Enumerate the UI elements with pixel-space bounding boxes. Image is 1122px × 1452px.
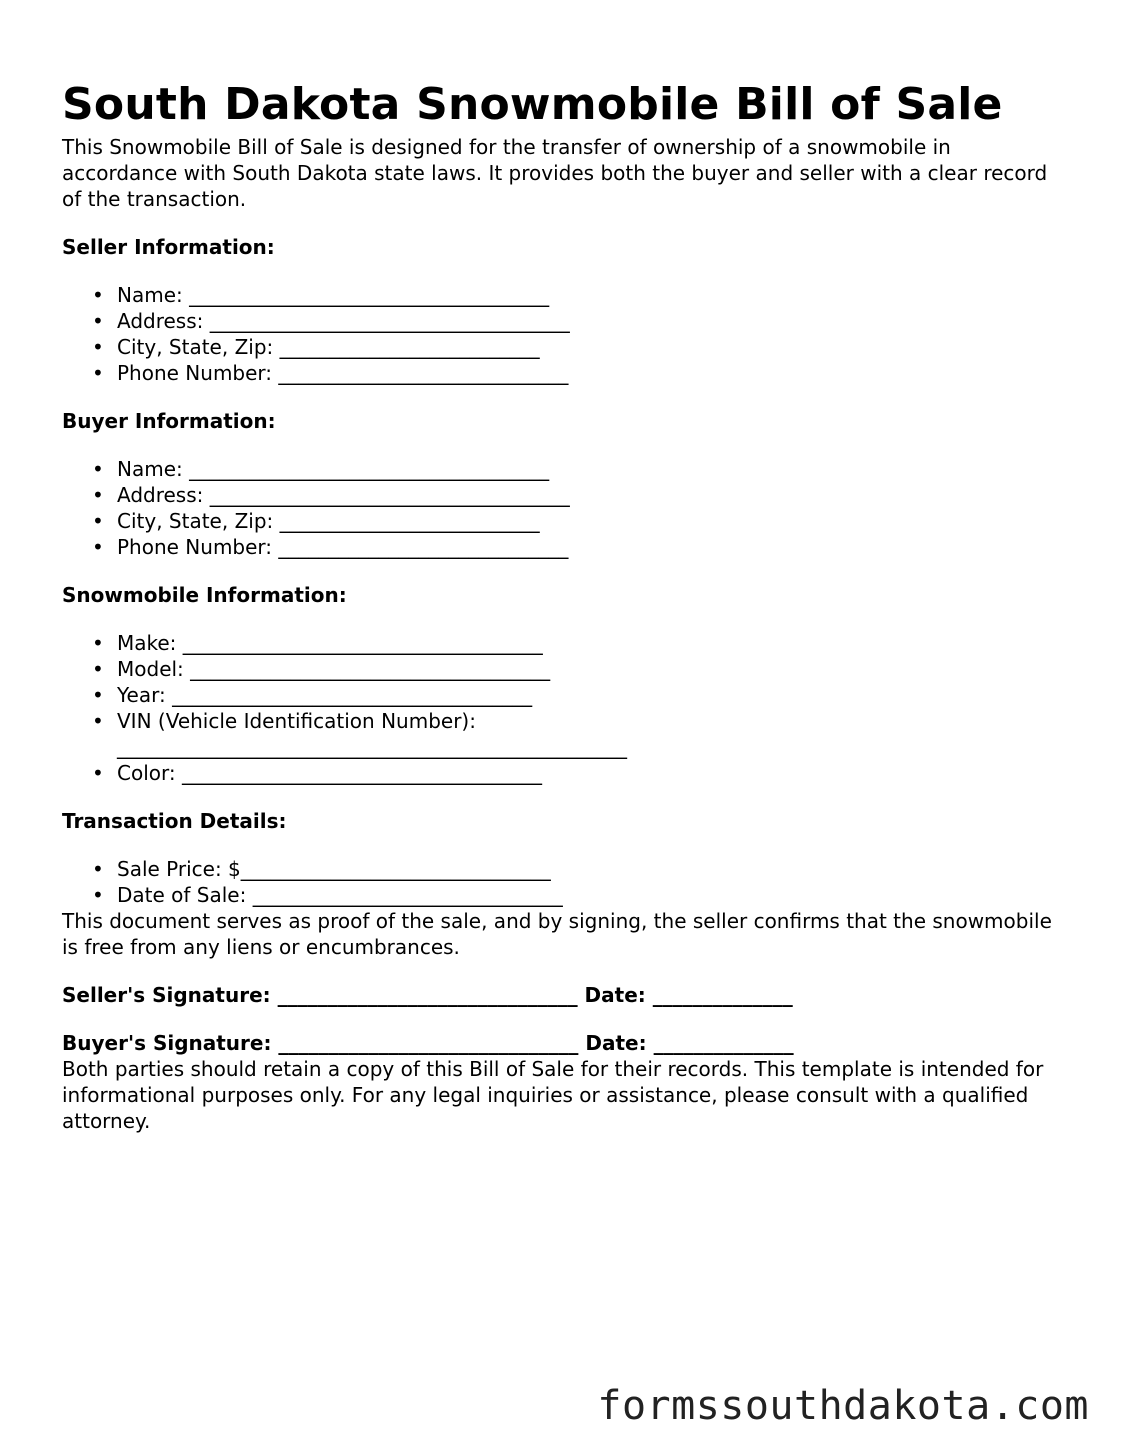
field-text: Name: ____________________________________	[117, 283, 550, 307]
snowmobile-color-field	[92, 760, 1062, 786]
bullet-icon: •	[92, 857, 104, 881]
field-text: Phone Number: _____________________________	[117, 535, 569, 559]
transaction-field-list	[62, 856, 1062, 908]
field-text: Model: ____________________________________	[117, 657, 551, 681]
snowmobile-make-field	[92, 630, 1062, 656]
bullet-icon: •	[92, 509, 104, 533]
seller-field-list	[62, 282, 1062, 386]
buyer-phone-field	[92, 534, 1062, 560]
bullet-icon: •	[92, 535, 104, 559]
field-text: Phone Number: _____________________________	[117, 361, 569, 385]
field-text: Address: ____________________________________	[117, 309, 570, 333]
vin-label: VIN (Vehicle Identification Number):	[117, 709, 476, 733]
buyer-heading: Buyer Information:	[62, 409, 276, 433]
date-of-sale-field	[92, 882, 1062, 908]
field-text: Make: ____________________________________	[117, 631, 543, 655]
site-watermark: formssouthdakota.com	[597, 1383, 1089, 1429]
bullet-icon: •	[92, 483, 104, 507]
bullet-icon: •	[92, 309, 104, 333]
snowmobile-heading: Snowmobile Information:	[62, 583, 347, 607]
footer-note: Both parties should retain a copy of this Bill of Sale for their records. This template is intended for informational purposes only. For any legal inquiries or assistance, please consult with a qualified attorney.	[62, 1057, 1044, 1133]
bullet-icon: •	[92, 457, 104, 481]
page-title: South Dakota Snowmobile Bill of Sale	[62, 79, 1003, 130]
buyer-field-list	[62, 456, 1062, 560]
closing-paragraph: This document serves as proof of the sale, and by signing, the seller confirms that the snowmobile is free from any liens or encumbrances.	[62, 909, 1052, 959]
vin-blank-line: ___________________________________________________	[117, 735, 627, 759]
bullet-icon: •	[92, 761, 104, 785]
field-text: Address: ____________________________________	[117, 483, 570, 507]
buyer-name-field	[92, 456, 1062, 482]
field-text: City, State, Zip: __________________________	[117, 335, 540, 359]
field-text: Color: ____________________________________	[117, 761, 542, 785]
buyer-city-state-zip-field	[92, 508, 1062, 534]
bullet-icon: •	[92, 335, 104, 359]
seller-phone-field	[92, 360, 1062, 386]
field-text: Year: ____________________________________	[117, 683, 533, 707]
snowmobile-vin-field	[92, 708, 1062, 760]
field-text: City, State, Zip: __________________________	[117, 509, 540, 533]
bullet-icon: •	[92, 361, 104, 385]
snowmobile-model-field	[92, 656, 1062, 682]
field-text: Date of Sale: _______________________________	[117, 883, 563, 907]
intro-paragraph: This Snowmobile Bill of Sale is designed for the transfer of ownership of a snowmobile in accordance with South Dakota state laws. It provides both the buyer and seller with a clear record of the transaction.	[62, 135, 1048, 211]
seller-signature-line: Seller's Signature: ______________________________ Date: ______________	[62, 983, 793, 1007]
bullet-icon: •	[92, 883, 104, 907]
seller-address-field	[92, 308, 1062, 334]
buyer-signature-line: Buyer's Signature: ______________________________ Date: ______________	[62, 1031, 794, 1055]
sale-price-field	[92, 856, 1062, 882]
document-page	[62, 76, 1062, 1134]
snowmobile-year-field	[92, 682, 1062, 708]
bullet-icon: •	[92, 657, 104, 681]
bullet-icon: •	[92, 283, 104, 307]
field-text: Name: ____________________________________	[117, 457, 550, 481]
seller-city-state-zip-field	[92, 334, 1062, 360]
bullet-icon: •	[92, 709, 104, 733]
bullet-icon: •	[92, 683, 104, 707]
seller-heading: Seller Information:	[62, 235, 275, 259]
buyer-address-field	[92, 482, 1062, 508]
snowmobile-field-list	[62, 630, 1062, 786]
seller-name-field	[92, 282, 1062, 308]
bullet-icon: •	[92, 631, 104, 655]
field-text: Sale Price: $_______________________________	[117, 857, 551, 881]
transaction-heading: Transaction Details:	[62, 809, 287, 833]
